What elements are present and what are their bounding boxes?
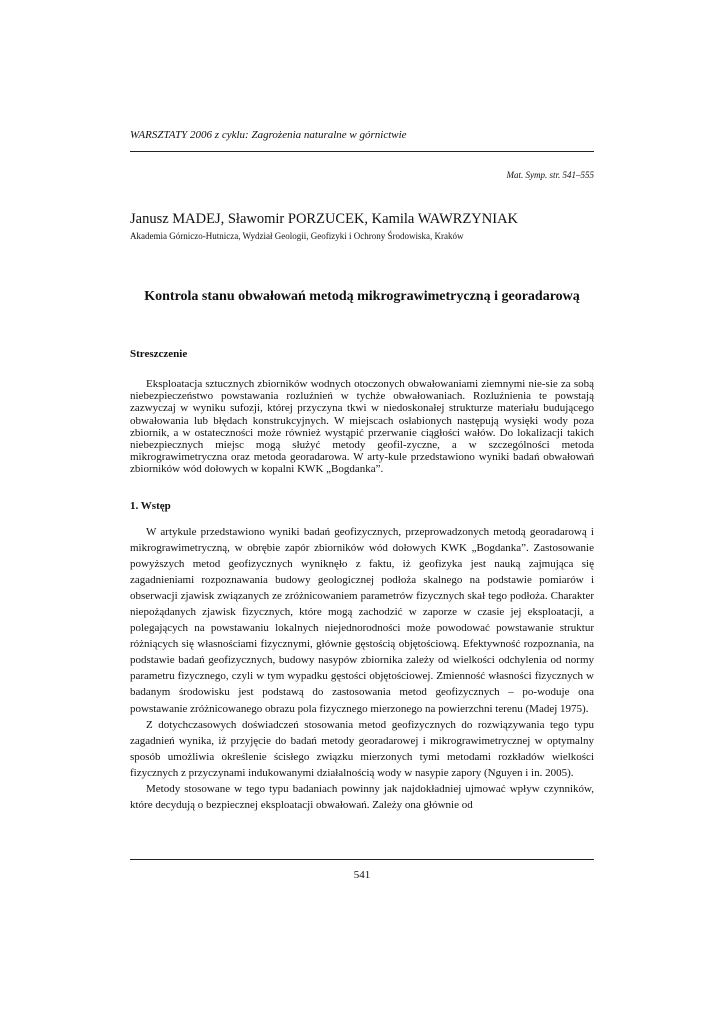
- header-rule: [130, 151, 594, 152]
- paragraph: W artykule przedstawiono wyniki badań geofizycznych, przeprowadzonych metodą georadarową i mikrograwimetryczną, w obrębie zapór zbiorników wód dołowych KWK „Bogdanka”. Zastosowanie powyższych metod geofizycznych wyniknęło z faktu, iż geofizyka jest nauką zajmująca się zagadnieniami rozpoznawania budowy geologicznej podłoża skalnego na podstawie pomiarów i obserwacji zjawisk związanych ze zróżnicowaniem parametrów fizycznych skał tego podłoża. Charakter niepożądanych zjawisk fizycznych, które mogą zachodzić w zaporze w czasie jej eksploatacji, a polegających na powstawaniu lokalnych niejednorodności może powodować powstawanie struktur różniących się własnościami fizycznymi, głównie gęstością objętościową. Efektywność rozpoznania, na podstawie badań geofizycznych, budowy nasypów zbiornika zależy od wielkości odchylenia od normy parametru fizycznego, czyli w tym wypadku gęstości objętościowej. Zmienność własności fizycznych w badanym środowisku jest podstawą do zastosowania metod geofizycznych – po-woduje ona powstawanie zróżnicowanego obrazu pola fizycznego mierzonego na powierzchni terenu (Madej 1975).: [130, 526, 594, 715]
- abstract-heading: Streszczenie: [130, 348, 188, 360]
- running-header: WARSZTATY 2006 z cyklu: Zagrożenia naturalne w górnictwie: [130, 129, 407, 141]
- citation: Mat. Symp. str. 541–555: [506, 170, 594, 180]
- abstract-text: Eksploatacja sztucznych zbiorników wodnych otoczonych obwałowaniami ziemnymi nie-sie za sobą niebezpieczeństwo powstawania rozluźnień w tychże obwałowaniach. Rozluźnienia te powstają zazwyczaj w wyniku sufozji, której przyczyna tkwi w niedoskonałej strukturze materiału budującego obwałowania lub błędach konstrukcyjnych. W miejscach osłabionych następują wysięki wody poza zbiornik, a w ostateczności może również wystąpić przerwanie ciągłości wałów. Do lokalizacji takich niebezpiecznych miejsc mogą służyć metody geofil-zyczne, a w szczególności metoda mikrograwimetryczna oraz metoda georadarowa. W arty-kule przedstawiono wyniki badań obwałowań zbiorników wód dołowych w kopalni KWK „Bogdanka”.: [130, 378, 594, 476]
- authors: Janusz MADEJ, Sławomir PORZUCEK, Kamila WAWRZYNIAK: [130, 211, 519, 227]
- paragraph: Metody stosowane w tego typu badaniach powinny jak najdokładniej ujmować wpływ czynników, które decydują o bezpiecznej eksploatacji obwałowań. Zależy ona głównie od: [130, 782, 594, 811]
- footer-rule: [130, 859, 594, 860]
- page-number: 541: [353, 869, 371, 881]
- section-heading-intro: 1. Wstęp: [130, 500, 171, 512]
- section-body: [130, 524, 594, 813]
- paper-title: Kontrola stanu obwałowań metodą mikrograwimetryczną i georadarową: [144, 289, 580, 304]
- paragraph: Z dotychczasowych doświadczeń stosowania metod geofizycznych do rozwiązywania tego typu zagadnień wynika, iż przyjęcie do badań metody georadarowej i mikrograwimetrycznej w optymalny sposób umożliwia określenie ścisłego związku mierzonych tymi metodami rozkładów wielkości fizycznych z przyczynami indukowanymi działalnością wody w nasypie zapory (Nguyen i in. 2005).: [130, 718, 594, 779]
- affiliation: Akademia Górniczo-Hutnicza, Wydział Geologii, Geofizyki i Ochrony Środowiska, Kraków: [130, 231, 464, 241]
